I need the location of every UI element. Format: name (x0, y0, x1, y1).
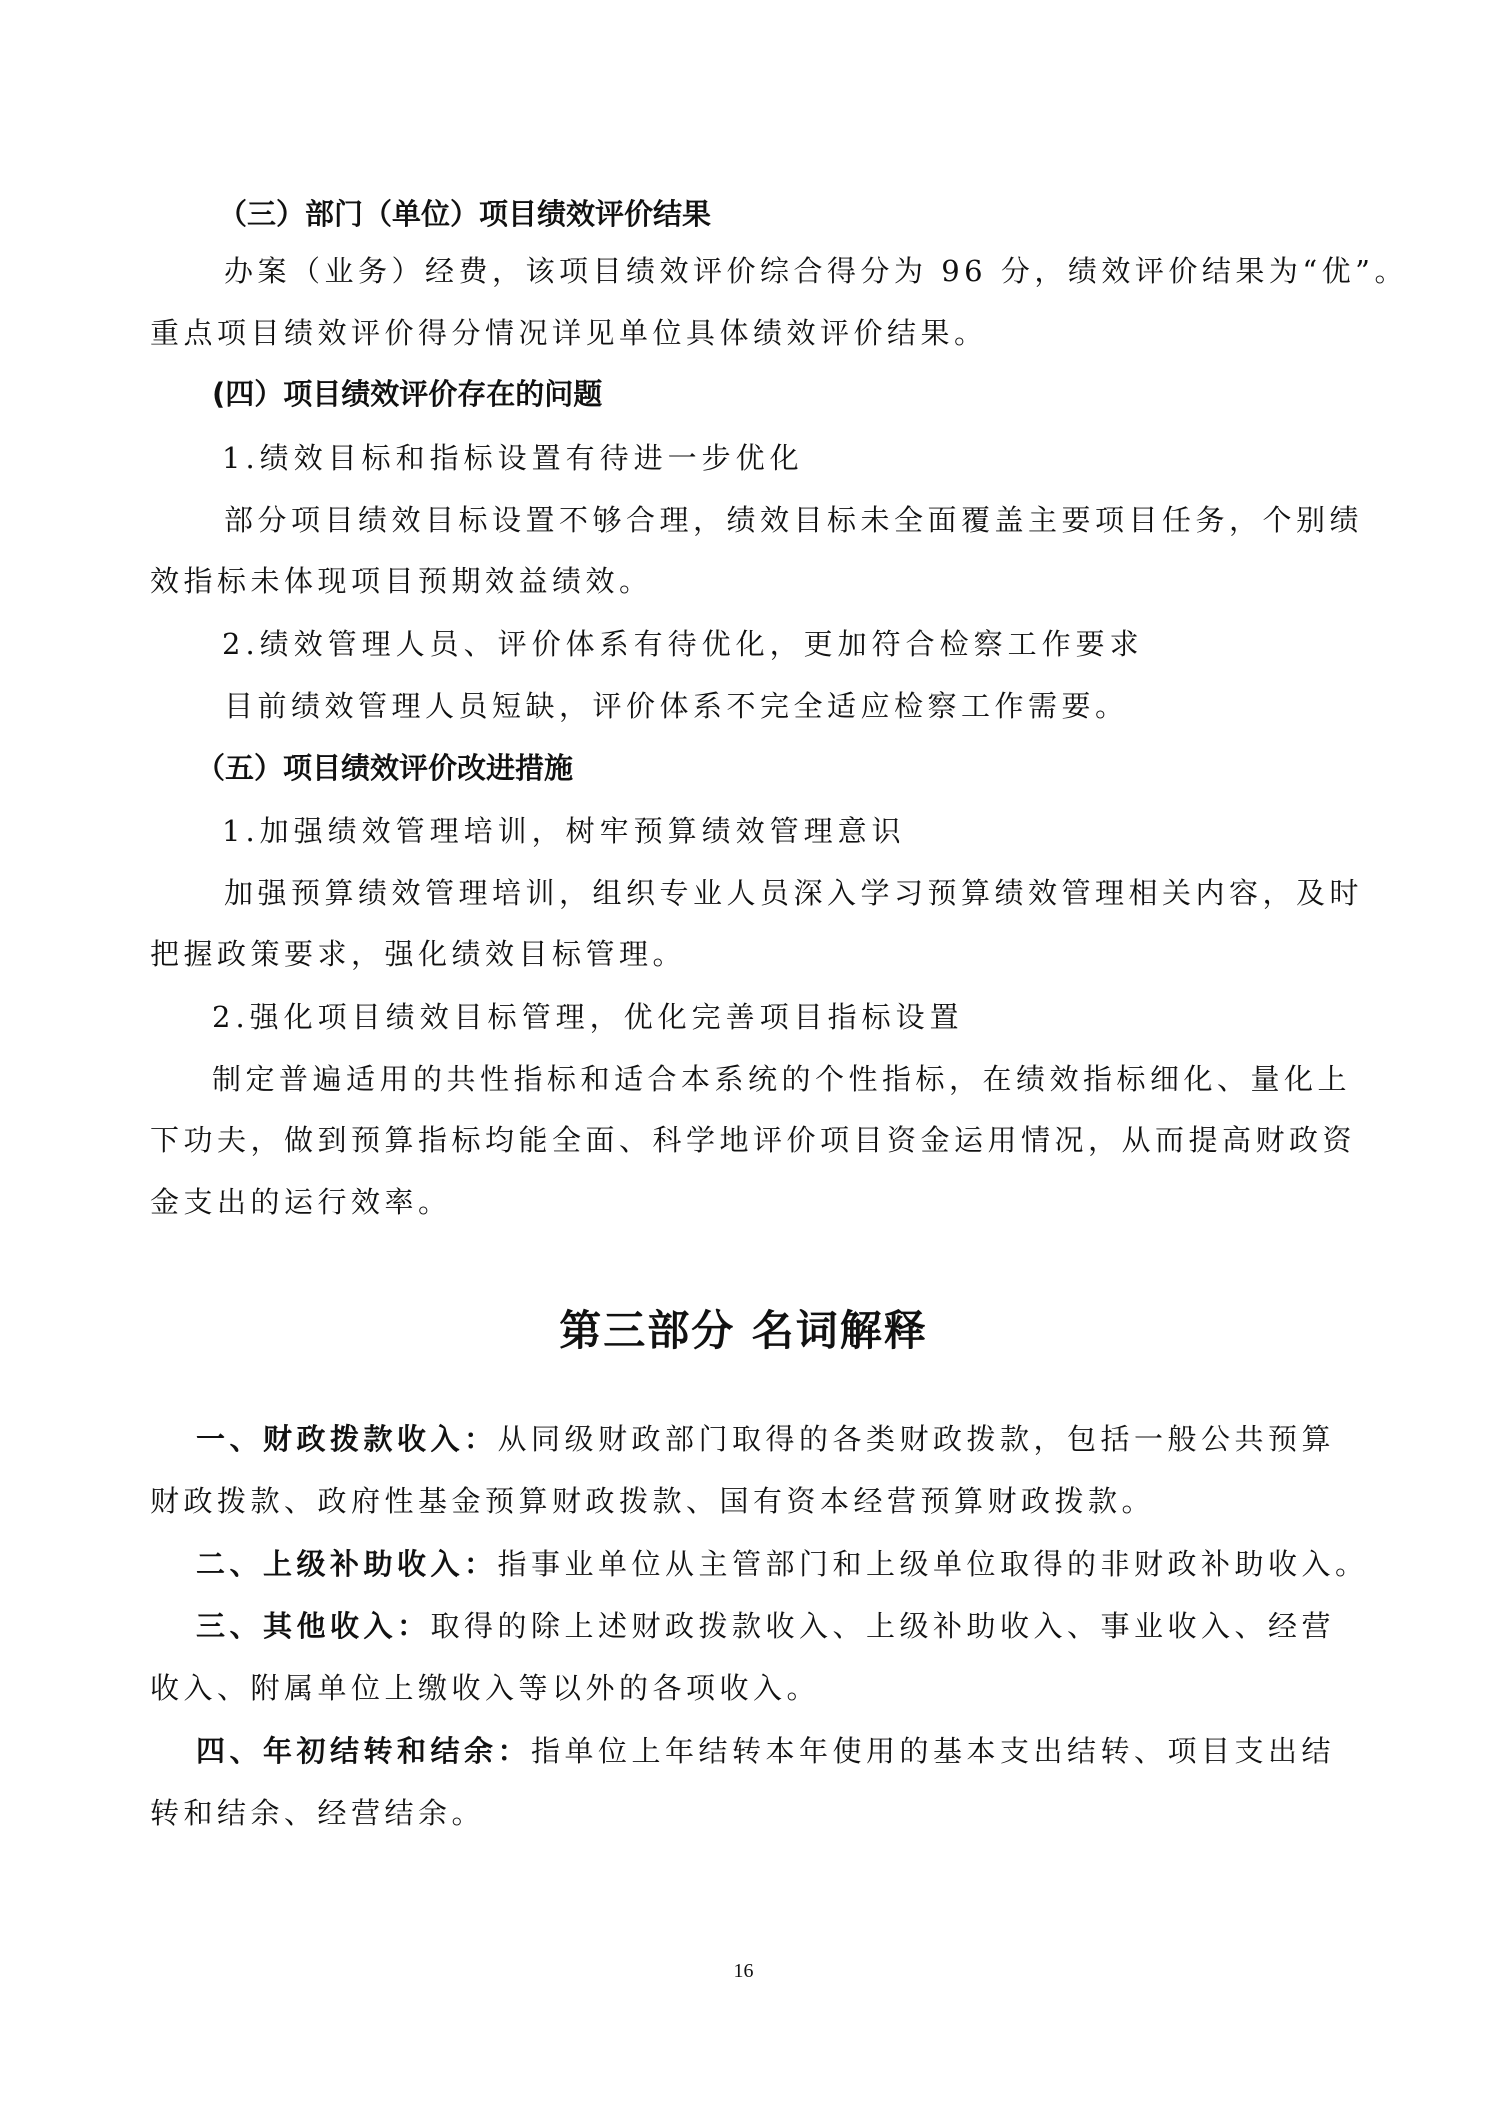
definition-term: 四、年初结转和结余： (196, 1734, 532, 1768)
paragraph-line: 制定普遍适用的共性指标和适合本系统的个性指标，在绩效指标细化、量化上 (212, 1062, 1352, 1096)
definition-text: 取得的除上述财政拨款收入、上级补助收入、事业收入、经营 (430, 1609, 1336, 1643)
paragraph-line: 下功夫，做到预算指标均能全面、科学地评价项目资金运用情况，从而提高财政资 (150, 1123, 1357, 1157)
paragraph-line: 财政拨款、政府性基金预算财政拨款、国有资本经营预算财政拨款。 (150, 1484, 1156, 1518)
definition-term: 一、财政拨款收入： (196, 1422, 498, 1456)
definition-line (196, 1733, 1335, 1771)
paragraph-line: 效指标未体现项目预期效益绩效。 (150, 564, 653, 598)
section-heading-4: (四）项目绩效评价存在的问题 (212, 377, 603, 411)
paragraph-line: 把握政策要求，强化绩效目标管理。 (150, 937, 687, 971)
definition-line (196, 1608, 1335, 1646)
definition-text: 指事业单位从主管部门和上级单位取得的非财政补助收入。 (497, 1547, 1369, 1581)
part-title: 第三部分 名词解释 (559, 1306, 928, 1355)
page-number: 16 (733, 1960, 754, 1982)
subheading: 1.加强绩效管理培训，树牢预算绩效管理意识 (222, 814, 906, 848)
section-heading-3: （三）部门（单位）项目绩效评价结果 (218, 197, 712, 231)
definition-text: 指单位上年结转本年使用的基本支出结转、项目支出结 (531, 1734, 1336, 1768)
definition-line (196, 1546, 1369, 1584)
definition-line (196, 1421, 1335, 1459)
paragraph-line: 转和结余、经营结余。 (150, 1796, 486, 1830)
paragraph-line: 加强预算绩效管理培训，组织专业人员深入学习预算绩效管理相关内容，及时 (224, 876, 1364, 910)
paragraph-line: 部分项目绩效目标设置不够合理，绩效目标未全面覆盖主要项目任务，个别绩 (224, 503, 1364, 537)
subheading: 2.绩效管理人员、评价体系有待优化，更加符合检察工作要求 (222, 627, 1144, 661)
subheading: 1.绩效目标和指标设置有待进一步优化 (222, 441, 804, 475)
definition-term: 三、其他收入： (196, 1609, 431, 1643)
paragraph-line: 重点项目绩效评价得分情况详见单位具体绩效评价结果。 (150, 316, 988, 350)
section-heading-5: （五）项目绩效评价改进措施 (196, 751, 574, 785)
definition-term: 二、上级补助收入： (196, 1547, 498, 1581)
paragraph-line: 收入、附属单位上缴收入等以外的各项收入。 (150, 1671, 821, 1705)
paragraph-line: 办案（业务）经费，该项目绩效评价综合得分为 96 分，绩效评价结果为“优”。 (224, 254, 1408, 288)
subheading: 2.强化项目绩效目标管理，优化完善项目指标设置 (212, 1000, 964, 1034)
paragraph-line: 目前绩效管理人员短缺，评价体系不完全适应检察工作需要。 (224, 689, 1129, 723)
paragraph-line: 金支出的运行效率。 (150, 1185, 452, 1219)
definition-text: 从同级财政部门取得的各类财政拨款，包括一般公共预算 (497, 1422, 1336, 1456)
